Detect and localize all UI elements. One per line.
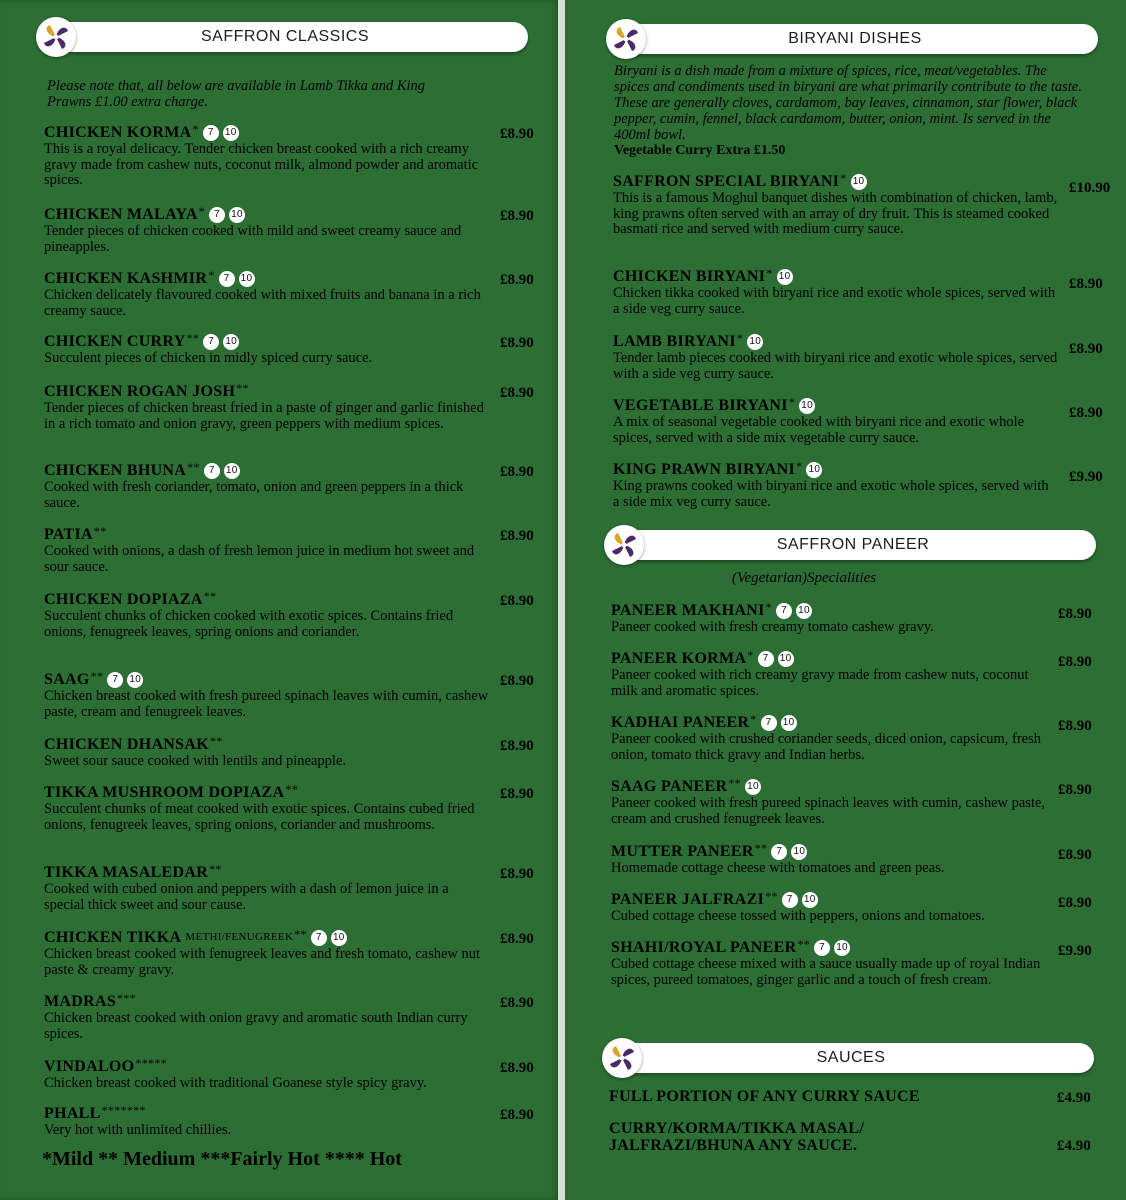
- menu-item-description: Succulent pieces of chicken in midly spiced curry sauce.: [44, 350, 373, 366]
- saffron-logo-icon: [604, 525, 644, 565]
- menu-item-description: Chicken breast cooked with fenugreek leaves and fresh tomato, cashew nut paste & creamy gravy.: [44, 946, 481, 978]
- menu-item: [44, 270, 489, 319]
- item-title: CHICKEN CURRY: [44, 333, 186, 350]
- spice-stars: **: [90, 669, 104, 683]
- allergen-badge: 7: [209, 207, 225, 223]
- menu-item-name: [44, 462, 489, 479]
- menu-item-price: £8.90: [1058, 606, 1092, 622]
- menu-item-description: Succulent chunks of meat cooked with exotic spices. Contains cubed fried onions, fenugreek leaves, spring onions, coriander and mushrooms.: [44, 801, 475, 833]
- spice-stars: **: [209, 862, 222, 876]
- section-banner-sauces: SAUCES: [608, 1043, 1094, 1073]
- item-title: SAAG: [44, 671, 90, 688]
- menu-item-name: [44, 1058, 489, 1075]
- menu-item-price: £8.90: [500, 866, 534, 882]
- item-subtitle: METHI/FENUGREEK: [185, 931, 294, 943]
- menu-item-price: £8.90: [1069, 405, 1103, 421]
- menu-item-price: £8.90: [500, 673, 534, 689]
- menu-item-price: £8.90: [1058, 782, 1092, 798]
- menu-item-description: Chicken breast cooked with onion gravy and aromatic south Indian curry spices.: [44, 1010, 468, 1042]
- spice-stars: *: [208, 268, 215, 282]
- menu-item: [611, 650, 1056, 699]
- item-title: CHICKEN DOPIAZA: [44, 591, 203, 608]
- allergen-badge: 10: [223, 334, 239, 350]
- biryani-note: [614, 63, 1084, 159]
- item-title: SAAG PANEER: [611, 778, 728, 795]
- menu-item-price: £8.90: [1058, 718, 1092, 734]
- menu-item-name: [44, 270, 489, 287]
- menu-item-price: £8.90: [500, 738, 534, 754]
- paneer-subtitle: (Vegetarian)Specialities: [732, 570, 877, 586]
- allergen-badge: 10: [778, 651, 794, 667]
- item-title: CHICKEN BHUNA: [44, 462, 187, 479]
- allergen-badge: 10: [791, 844, 807, 860]
- menu-item-price: £8.90: [500, 385, 534, 401]
- item-title: KADHAI PANEER: [611, 714, 750, 731]
- item-title: VINDALOO: [44, 1058, 135, 1075]
- menu-item-description: Tender lamb pieces cooked with biryani rice and exotic whole spices, served with a side veg curry sauce.: [613, 350, 1058, 382]
- menu-item-description: Chicken tikka cooked with biryani rice and exotic whole spices, served with a side veg curry sauce.: [613, 285, 1056, 317]
- allergen-badge: 7: [203, 125, 219, 141]
- item-title: PANEER KORMA: [611, 650, 747, 667]
- spice-stars: *: [796, 459, 803, 473]
- menu-item-price: £8.90: [500, 1107, 534, 1123]
- menu-item-description: Very hot with unlimited chillies.: [44, 1122, 232, 1138]
- menu-item: [44, 526, 489, 575]
- saffron-logo-icon: [606, 19, 646, 59]
- allergen-badge: 10: [331, 930, 347, 946]
- menu-item-price: £8.90: [500, 464, 534, 480]
- spice-stars: ***: [117, 991, 136, 1005]
- item-title: SAFFRON SPECIAL BIRYANI: [613, 173, 840, 190]
- menu-item-name: [44, 383, 489, 400]
- item-title: CHICKEN BIRYANI: [613, 268, 766, 285]
- menu-item-description: King prawns cooked with biryani rice and exotic whole spices, served with a side mix veg curry sauce.: [613, 478, 1049, 510]
- menu-item: [613, 333, 1058, 382]
- menu-item-name: [611, 602, 1056, 619]
- item-title: PANEER MAKHANI: [611, 602, 765, 619]
- menu-item: [44, 591, 489, 640]
- menu-item: [44, 929, 489, 978]
- menu-item: [613, 461, 1058, 510]
- spice-stars: **: [236, 381, 249, 395]
- menu-item: [44, 864, 489, 913]
- menu-item-name: [44, 526, 489, 543]
- sauce-item-name: FULL PORTION OF ANY CURRY SAUCE: [609, 1088, 920, 1105]
- menu-item-description: Paneer cooked with fresh creamy tomato cashew gravy.: [611, 619, 934, 635]
- menu-item-name: [613, 333, 1058, 350]
- menu-item-price: £8.90: [500, 126, 534, 142]
- allergen-badge: 10: [806, 462, 822, 478]
- allergen-badge: 7: [107, 672, 123, 688]
- menu-item-name: [611, 843, 1056, 860]
- menu-item-description: Paneer cooked with fresh pureed spinach leaves with cumin, cashew paste, cream and crushed fenugreek leaves.: [611, 795, 1046, 827]
- saffron-logo-icon: [36, 17, 76, 57]
- spice-stars: *****: [135, 1056, 167, 1070]
- menu-item-name: [613, 397, 1058, 414]
- menu-item-price: £8.90: [500, 593, 534, 609]
- spice-stars: **: [294, 927, 307, 941]
- allergen-badge: 10: [229, 207, 245, 223]
- allergen-badge: 10: [802, 892, 818, 908]
- menu-item-price: £8.90: [1058, 654, 1092, 670]
- menu-item-description: Chicken breast cooked with fresh pureed spinach leaves with cumin, cashew paste, cream and fenugreek leaves.: [44, 688, 489, 720]
- menu-item-description: A mix of seasonal vegetable cooked with biryani rice and exotic whole spices, served with a side mix vegetable curry sauce.: [613, 414, 1025, 446]
- spice-stars: **: [728, 776, 741, 790]
- menu-item-name: [611, 939, 1056, 956]
- menu-item: [611, 843, 1056, 877]
- menu-item-price: £8.90: [500, 931, 534, 947]
- item-title: CHICKEN ROGAN JOSH: [44, 383, 236, 400]
- menu-item-price: £8.90: [500, 1060, 534, 1076]
- menu-item-description: Tender pieces of chicken cooked with mild and sweet creamy sauce and pineapples.: [44, 223, 462, 255]
- spice-stars: *: [198, 204, 206, 218]
- item-title: CHICKEN KASHMIR: [44, 270, 208, 287]
- menu-item-name: [613, 173, 1058, 190]
- menu-item-description: Cubed cottage cheese mixed with a sauce usually made up of royal Indian spices, pureed tomatoes, ginger garlic and a touch of fresh cream.: [611, 956, 1041, 988]
- menu-item-price: £8.90: [500, 272, 534, 288]
- spice-stars: **: [187, 460, 200, 474]
- allergen-badge: 10: [224, 463, 240, 479]
- menu-item: [611, 778, 1056, 827]
- menu-item-price: £8.90: [500, 528, 534, 544]
- spice-stars: *: [840, 171, 847, 185]
- menu-item: [613, 173, 1058, 238]
- menu-item-price: £8.90: [500, 335, 534, 351]
- menu-item-name: [44, 333, 489, 350]
- menu-item-description: Paneer cooked with rich creamy gravy made from cashew nuts, coconut milk and aromatic spices.: [611, 667, 1029, 699]
- spice-stars: *: [788, 395, 796, 409]
- allergen-badge: 10: [834, 940, 850, 956]
- spice-stars: **: [765, 889, 778, 903]
- menu-item-name: [44, 929, 489, 946]
- allergen-badge: 7: [311, 930, 327, 946]
- menu-item: [44, 1058, 489, 1092]
- spice-stars: *: [750, 712, 757, 726]
- menu-item-name: [44, 206, 489, 223]
- menu-item-name: [44, 1105, 489, 1122]
- menu-item-name: [44, 736, 489, 753]
- item-title: CHICKEN TIKKA: [44, 929, 182, 946]
- spice-stars: *: [765, 600, 772, 614]
- allergen-badge: 7: [761, 715, 777, 731]
- menu-item: [44, 383, 489, 432]
- classics-note: Please note that, all below are available in Lamb Tikka and King Prawns £1.00 extra charge.: [47, 78, 426, 110]
- sauce-item-name: CURRY/KORMA/TIKKA MASAL/ JALFRAZI/BHUNA ANY SAUCE.: [609, 1120, 865, 1154]
- section-banner-classics: SAFFRON CLASSICS: [42, 22, 528, 52]
- allergen-badge: 10: [781, 715, 797, 731]
- menu-item-description: Succulent chunks of chicken cooked with exotic spices. Contains fried onions, fenugreek leaves, spring onions and coriander.: [44, 608, 454, 640]
- menu-item-name: [44, 864, 489, 881]
- menu-item-price: £9.90: [1069, 469, 1103, 485]
- menu-item-price: £8.90: [1069, 341, 1103, 357]
- menu-item-price: £8.90: [500, 995, 534, 1011]
- menu-item-name: [44, 671, 489, 688]
- spice-stars: **: [285, 782, 298, 796]
- menu-item-price: £8.90: [1058, 847, 1092, 863]
- menu-item: [44, 462, 489, 511]
- menu-item: [44, 206, 489, 255]
- menu-item-description: Chicken delicately flavoured cooked with mixed fruits and banana in a rich creamy sauce.: [44, 287, 481, 319]
- allergen-badge: 10: [799, 398, 815, 414]
- menu-item-description: Cubed cottage cheese tossed with peppers, onions and tomatoes.: [611, 908, 985, 924]
- menu-item-description: This is a royal delicacy. Tender chicken breast cooked with a rich creamy gravy made from cashew nuts, coconut milk, almond powder and aromatic spices.: [44, 141, 479, 188]
- allergen-badge: 10: [747, 334, 763, 350]
- menu-item: [44, 784, 489, 833]
- item-title: KING PRAWN BIRYANI: [613, 461, 796, 478]
- allergen-badge: 10: [127, 672, 143, 688]
- allergen-badge: 10: [223, 125, 239, 141]
- menu-item-name: [44, 993, 489, 1010]
- menu-item: [44, 736, 489, 770]
- menu-item-name: [611, 891, 1056, 908]
- menu-item: [611, 602, 1056, 636]
- menu-item-description: Homemade cottage cheese with tomatoes and green peas.: [611, 860, 945, 876]
- menu-item-price: £10.90: [1069, 180, 1111, 196]
- menu-item-description: Paneer cooked with crushed coriander seeds, diced onion, capsicum, fresh onion, tomato thick gravy and Indian herbs.: [611, 731, 1042, 763]
- section-banner-biryani: BIRYANI DISHES: [612, 24, 1098, 54]
- menu-item-price: £8.90: [1058, 895, 1092, 911]
- item-title: TIKKA MUSHROOM DOPIAZA: [44, 784, 285, 801]
- menu-item-name: [611, 714, 1056, 731]
- menu-item: [611, 891, 1056, 925]
- allergen-badge: 7: [771, 844, 787, 860]
- menu-item-description: This is a famous Moghul banquet dishes with combination of chicken, lamb, king prawns often served with an array of dry fruit. This is steamed cooked basmati rice and served with medium curry sauce.: [613, 190, 1058, 237]
- spice-stars: *: [747, 648, 754, 662]
- menu-item-name: [611, 650, 1056, 667]
- spice-stars: **: [209, 734, 223, 748]
- allergen-badge: 7: [219, 271, 235, 287]
- allergen-badge: 10: [777, 269, 793, 285]
- saffron-logo-icon: [602, 1038, 642, 1078]
- menu-item-description: Sweet sour sauce cooked with lentils and pineapple.: [44, 753, 347, 769]
- spice-stars: *: [766, 266, 773, 280]
- item-title: MUTTER PANEER: [611, 843, 754, 860]
- item-title: CHICKEN KORMA: [44, 124, 192, 141]
- item-title: LAMB BIRYANI: [613, 333, 736, 350]
- allergen-badge: 7: [814, 940, 830, 956]
- spice-stars: *: [736, 331, 744, 345]
- menu-item: [44, 333, 489, 367]
- menu-item-name: [44, 124, 489, 141]
- item-title: CHICKEN DHANSAK: [44, 736, 209, 753]
- spice-stars: *******: [101, 1103, 146, 1117]
- allergen-badge: 7: [204, 463, 220, 479]
- menu-item: [44, 671, 489, 720]
- menu-item: [611, 939, 1056, 988]
- menu-item-name: [44, 784, 489, 801]
- spice-stars: **: [754, 841, 768, 855]
- menu-item-price: £8.90: [500, 786, 534, 802]
- allergen-badge: 10: [851, 174, 867, 190]
- item-title: TIKKA MASALEDAR: [44, 864, 209, 881]
- menu-item-description: Cooked with cubed onion and peppers with a dash of lemon juice in a special thick sweet and sour cause.: [44, 881, 449, 913]
- item-title: VEGETABLE BIRYANI: [613, 397, 788, 414]
- item-title: PANEER JALFRAZI: [611, 891, 765, 908]
- menu-item: [613, 268, 1058, 317]
- menu-item-description: Tender pieces of chicken breast fried in a paste of ginger and garlic finished in a rich tomato and onion gravy, green peppers with medium spices.: [44, 400, 484, 432]
- spice-stars: **: [797, 937, 811, 951]
- allergen-badge: 7: [782, 892, 798, 908]
- menu-item-name: [611, 778, 1056, 795]
- sauce-item-price: £4.90: [1057, 1090, 1091, 1106]
- menu-item: [44, 993, 489, 1042]
- biryani-description: Biryani is a dish made from a mixture of spices, rice, meat/vegetables. The spices and condiments used in biryani are what primarily contribute to the taste. These are generally cloves, cardamom, bay leaves, cinnamon, star flower, black pepper, cumin, fennel, black cardamom, butter, onion, mint. Is served in the 400ml bowl.: [614, 63, 1082, 143]
- allergen-badge: 7: [758, 651, 774, 667]
- menu-item: [44, 124, 489, 189]
- sauce-item-price: £4.90: [1057, 1138, 1091, 1154]
- menu-item-name: [44, 591, 489, 608]
- spice-stars: **: [93, 524, 107, 538]
- menu-item: [613, 397, 1058, 446]
- allergen-badge: 7: [203, 334, 219, 350]
- allergen-badge: 10: [745, 779, 761, 795]
- menu-item-price: £8.90: [1069, 276, 1103, 292]
- menu-item-name: [613, 268, 1058, 285]
- menu-item-price: £8.90: [500, 208, 534, 224]
- allergen-badge: 7: [776, 603, 792, 619]
- item-title: CHICKEN MALAYA: [44, 206, 198, 223]
- item-title: MADRAS: [44, 993, 117, 1010]
- menu-item-description: Cooked with onions, a dash of fresh lemon juice in medium hot sweet and sour sauce.: [44, 543, 475, 575]
- menu-item-description: Chicken breast cooked with traditional Goanese style spicy gravy.: [44, 1075, 427, 1091]
- item-title: PHALL: [44, 1105, 101, 1122]
- vegetable-curry-extra: Vegetable Curry Extra £1.50: [614, 143, 786, 158]
- allergen-badge: 10: [239, 271, 255, 287]
- spice-stars: **: [186, 331, 200, 345]
- item-title: PATIA: [44, 526, 93, 543]
- spice-legend: *Mild ** Medium ***Fairly Hot **** Hot: [42, 1148, 402, 1170]
- menu-item: [44, 1105, 489, 1139]
- menu-item-price: £9.90: [1058, 943, 1092, 959]
- item-title: SHAHI/ROYAL PANEER: [611, 939, 797, 956]
- allergen-badge: 10: [796, 603, 812, 619]
- spice-stars: *: [192, 122, 199, 136]
- menu-item: [611, 714, 1056, 763]
- spice-stars: **: [203, 589, 217, 603]
- section-banner-paneer: SAFFRON PANEER: [610, 530, 1096, 560]
- menu-item-name: [613, 461, 1058, 478]
- menu-item-description: Cooked with fresh coriander, tomato, onion and green peppers in a thick sauce.: [44, 479, 464, 511]
